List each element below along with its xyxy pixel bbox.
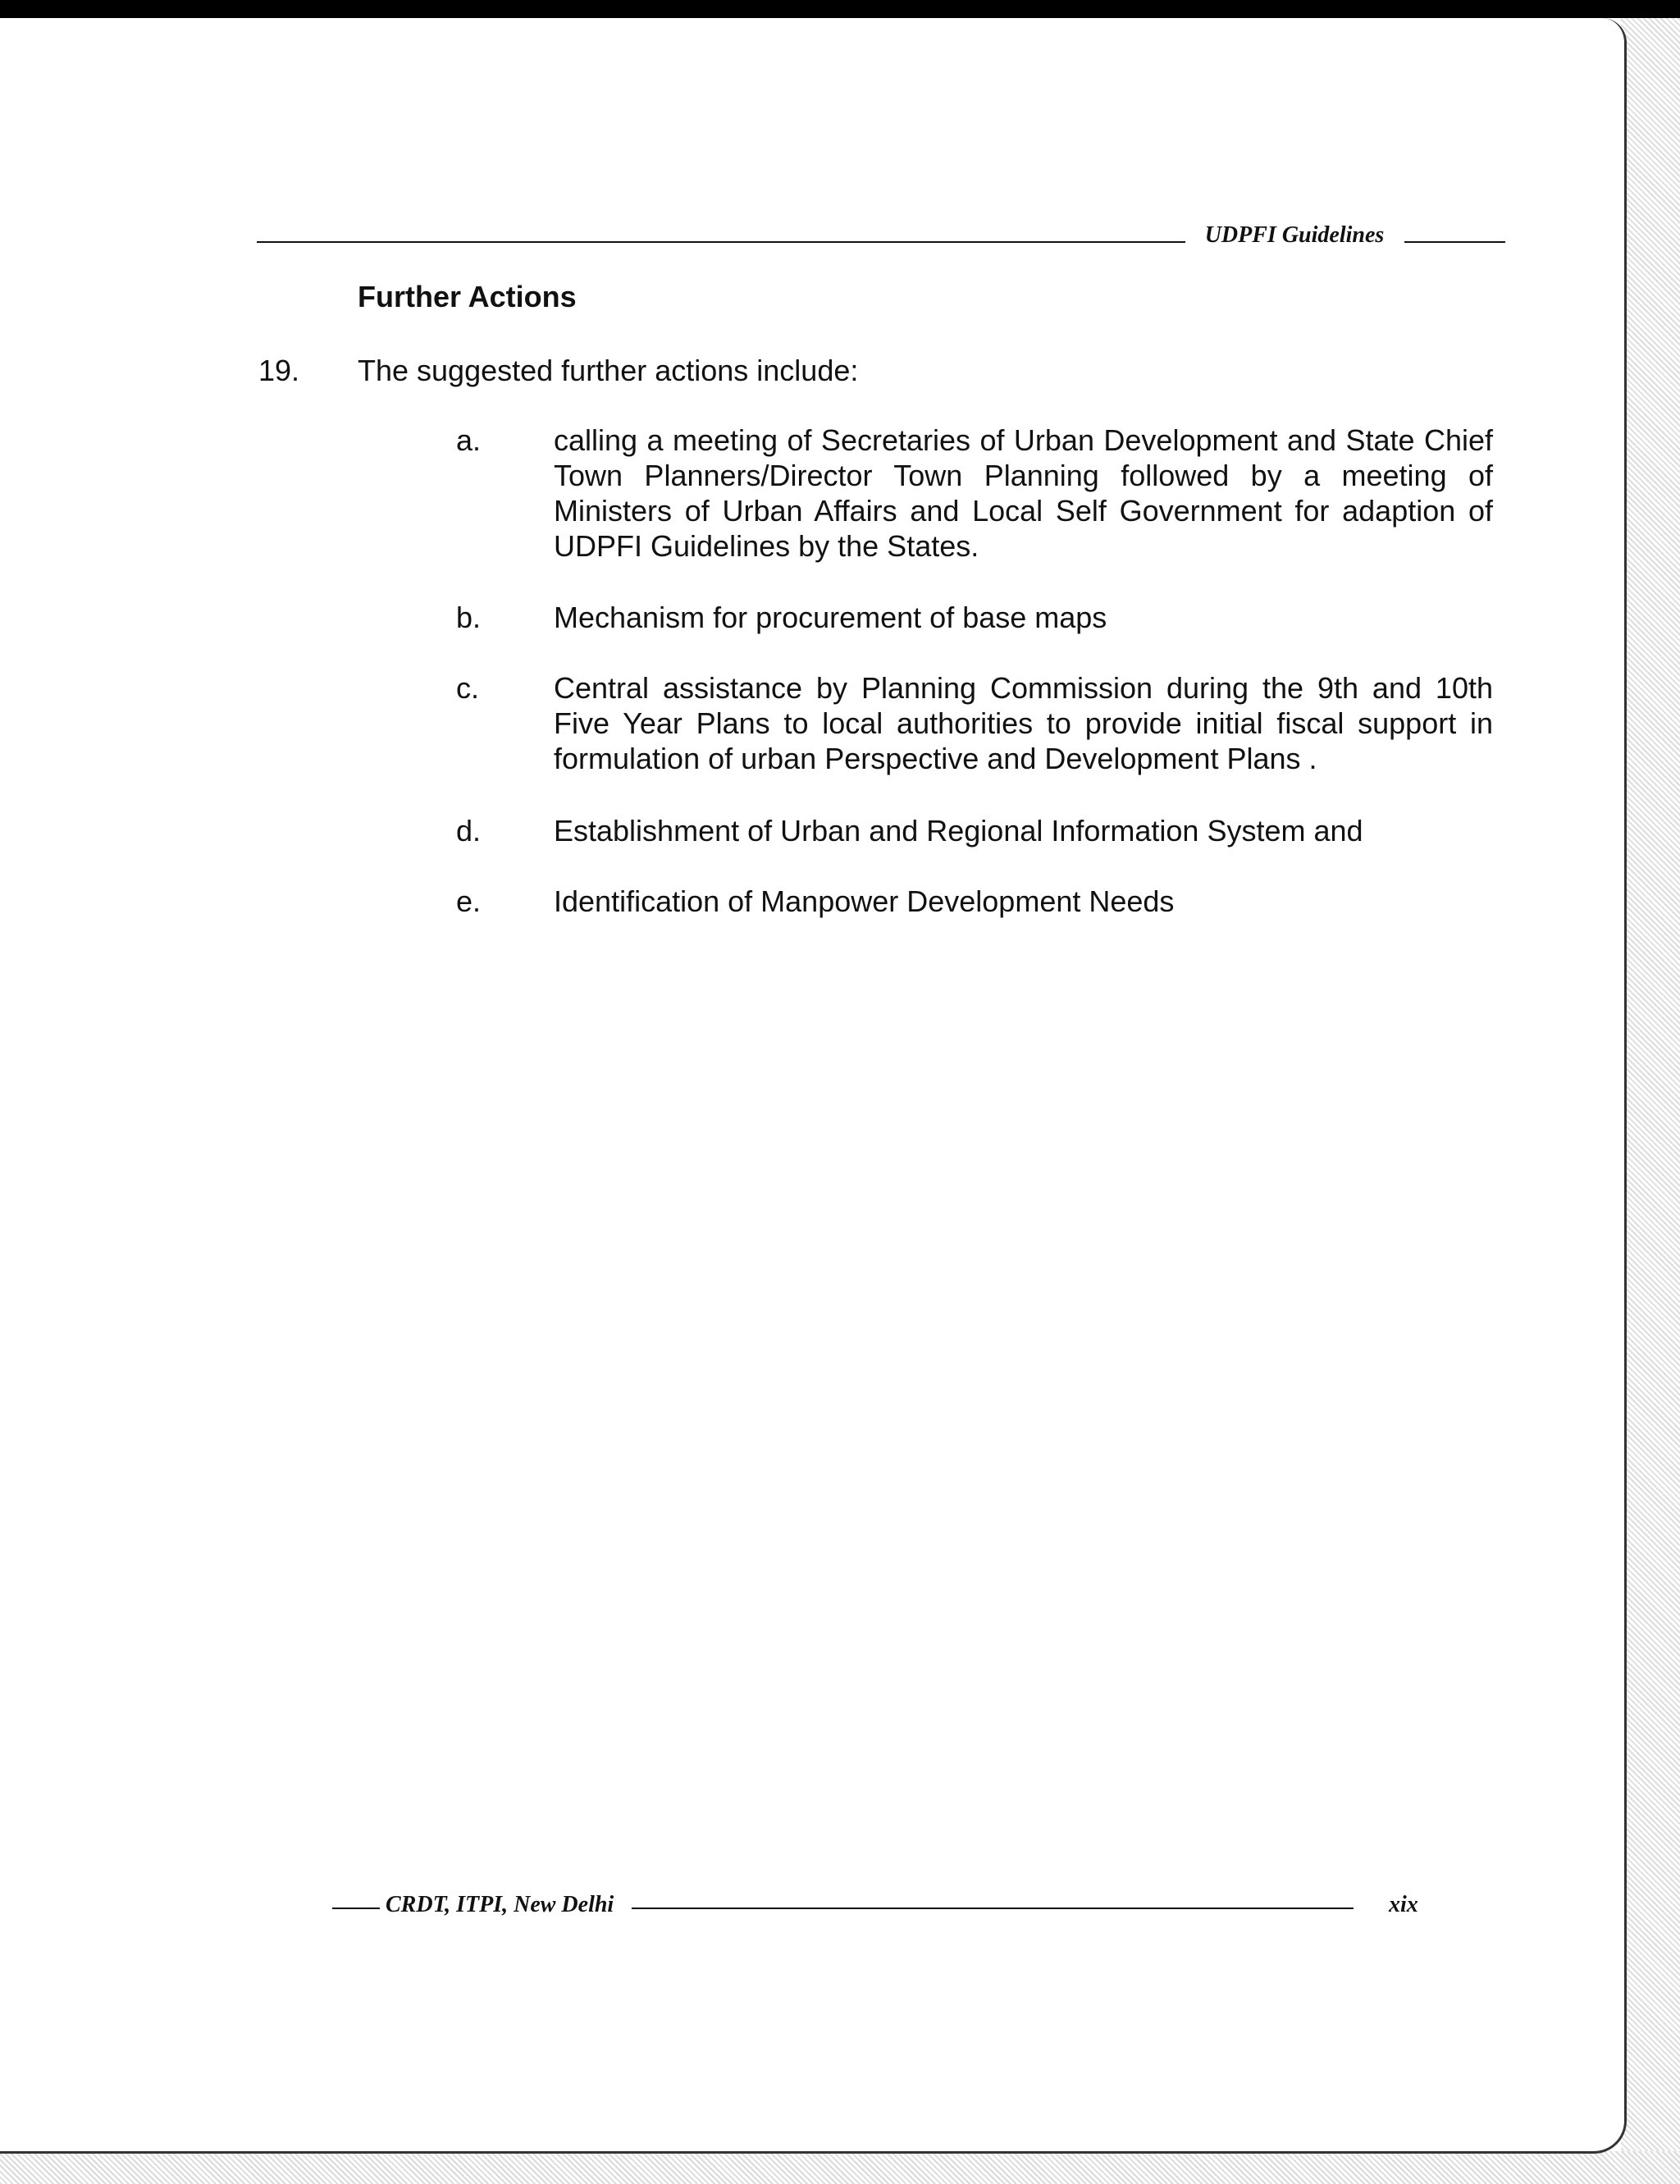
- scan-top-border: [0, 0, 1680, 18]
- section-heading: Further Actions: [358, 280, 577, 313]
- list-item-letter: a.: [456, 423, 482, 457]
- header-rule-left: [257, 241, 1185, 243]
- paragraph-number: 19.: [258, 354, 300, 387]
- scan-bottom-edge: [0, 2151, 1680, 2184]
- list-item-letter: e.: [456, 884, 482, 918]
- footer-rule-right: [632, 1908, 1354, 1909]
- list-item-letter: b.: [456, 601, 482, 634]
- footer-organization: CRDT, ITPI, New Delhi: [386, 1892, 614, 1917]
- list-item-text: Identification of Manpower Development Needs: [554, 884, 1175, 918]
- paragraph-text: The suggested further actions include:: [358, 354, 859, 387]
- footer-rule-left: [332, 1908, 380, 1909]
- list-item-letter: c.: [456, 671, 480, 705]
- list-item-text: Central assistance by Planning Commission during the 9th and 10th Five Year Plans to local authorities to provide initial fiscal support in formulation of urban Perspective and Development Plans .: [554, 671, 1493, 775]
- document-page: [0, 18, 1627, 2154]
- list-item-text: Establishment of Urban and Regional Information System and: [554, 814, 1363, 848]
- list-item-text: Mechanism for procurement of base maps: [554, 601, 1107, 634]
- scan-right-edge: [1621, 18, 1680, 2184]
- page-number: xix: [1389, 1892, 1418, 1917]
- list-item-letter: d.: [456, 814, 482, 848]
- header-rule-right: [1404, 241, 1505, 243]
- running-title: UDPFI Guidelines: [1204, 222, 1385, 248]
- list-item-text: calling a meeting of Secretaries of Urban Development and State Chief Town Planners/Director Town Planning followed by a meeting of Ministers of Urban Affairs and Local Self Government for adaption of UDPFI Guidelines by the States.: [554, 423, 1493, 563]
